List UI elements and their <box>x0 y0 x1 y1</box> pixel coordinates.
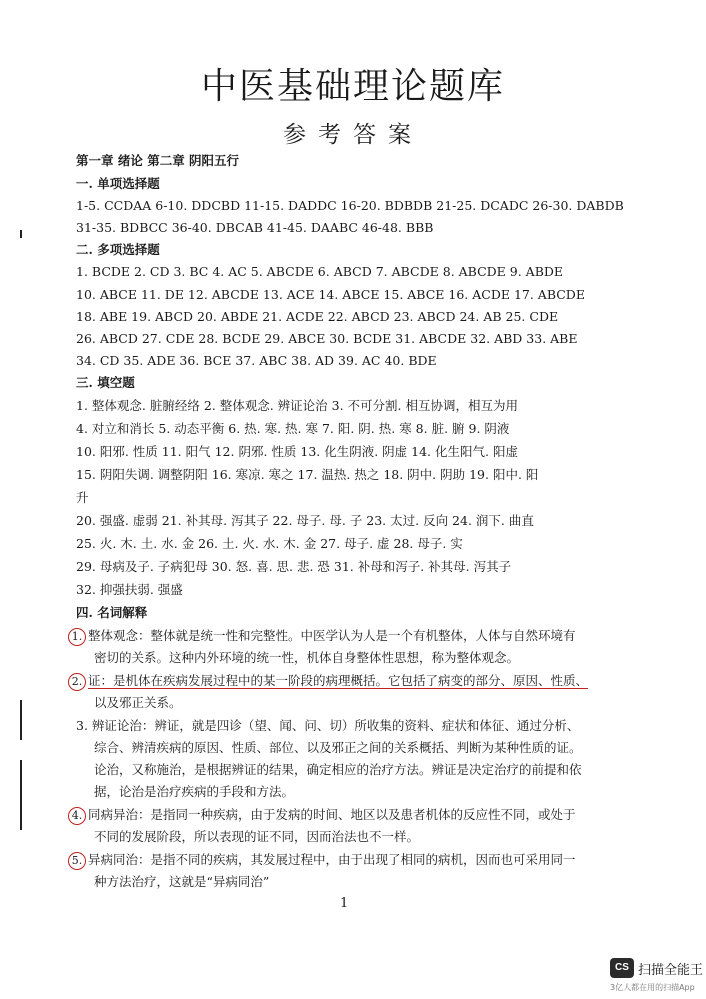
circled-number: 4. <box>68 807 86 825</box>
camscanner-icon: CS <box>610 958 634 978</box>
answer-line: 1-5. CCDAA 6-10. DDCBD 11-15. DADDC 16-20. BDBDB 21-25. DCADC 26-30. DABDB <box>76 198 624 213</box>
answer-line: 15. 阴阳失调. 调整阴阳 16. 寒凉. 寒之 17. 温热. 热之 18. 阴中. 阴助 19. 阳中. 阳 <box>76 467 539 482</box>
term-line: 论治，又称施治，是根据辨证的结果，确定相应的治疗方法。辨证是决定治疗的前提和依 <box>94 762 582 777</box>
answer-line: 31-35. BDBCC 36-40. DBCAB 41-45. DAABC 46-48. BBB <box>76 220 434 235</box>
answer-line: 20. 强盛. 虚弱 21. 补其母. 泻其子 22. 母子. 母. 子 23. 太过. 反向 24. 润下. 曲直 <box>76 513 534 528</box>
watermark-tagline: 3亿人都在用的扫描App <box>610 983 695 992</box>
answer-line: 26. ABCD 27. CDE 28. BCDE 29. ABCE 30. BCDE 31. ABCDE 32. ABD 33. ABE <box>76 331 578 346</box>
page-number: 1 <box>340 896 349 911</box>
answer-line: 34. CD 35. ADE 36. BCE 37. ABC 38. AD 39. AC 40. BDE <box>76 353 437 368</box>
circled-number: 2. <box>68 673 86 691</box>
section-heading-terms: 四. 名词解释 <box>76 605 148 620</box>
page-subtitle: 参考答案 <box>283 122 423 148</box>
term-line <box>71 806 636 825</box>
term-line: 不同的发展阶段，所以表现的证不同，因而治法也不一样。 <box>94 829 420 844</box>
circled-number: 1. <box>68 628 86 646</box>
term-line: 以及邪正关系。 <box>94 695 182 710</box>
scan-edge-mark <box>20 760 22 830</box>
chapter-heading: 第一章 绪论 第二章 阴阳五行 <box>76 153 240 168</box>
term-number: 3. <box>76 718 88 733</box>
page-title: 中医基础理论题库 <box>200 66 505 107</box>
term-line <box>71 672 636 691</box>
answer-line: 29. 母病及子. 子病犯母 30. 怒. 喜. 思. 悲. 恐 31. 补母和泻子. 补其母. 泻其子 <box>76 559 512 574</box>
answer-line: 10. 阳邪. 性质 11. 阳气 12. 阴邪. 性质 13. 化生阴液. 阴虚 14. 化生阳气. 阳虚 <box>76 444 518 459</box>
term-line: 据，论治是治疗疾病的手段和方法。 <box>94 784 295 799</box>
answer-line: 1. 整体观念. 脏腑经络 2. 整体观念. 辨证论治 3. 不可分割. 相互协调，相互为用 <box>76 398 518 413</box>
answer-line: 升 <box>76 490 89 505</box>
term-line: 密切的关系。这种内外环境的统一性，机体自身整体性思想，称为整体观念。 <box>94 650 520 665</box>
answer-line: 18. ABE 19. ABCD 20. ABDE 21. ACDE 22. ABCD 23. ABCD 24. AB 25. CDE <box>76 309 559 324</box>
answer-line: 32. 抑强扶弱. 强盛 <box>76 582 183 597</box>
circled-number: 5. <box>68 852 86 870</box>
answer-line: 25. 火. 木. 土. 水. 金 26. 土. 火. 水. 木. 金 27. 母子. 虚 28. 母子. 实 <box>76 536 463 551</box>
term-line <box>71 851 636 870</box>
answer-line: 4. 对立和消长 5. 动态平衡 6. 热. 寒. 热. 寒 7. 阳. 阴. 热. 寒 8. 脏. 腑 9. 阴液 <box>76 421 510 436</box>
section-heading-fill: 三. 填空题 <box>76 375 135 390</box>
term-line <box>71 627 636 646</box>
term-text: 辨证论治：辨证，就是四诊（望、闻、问、切）所收集的资料、症状和体征、通过分析、 <box>91 718 580 733</box>
term-line: 综合、辨清疾病的原因、性质、部位、以及邪正之间的关系概括、判断为某种性质的证。 <box>94 740 582 755</box>
answer-line: 10. ABCE 11. DE 12. ABCDE 13. ACE 14. ABCE 15. ABCE 16. ACDE 17. ABCDE <box>76 287 585 302</box>
term-line: 种方法治疗，这就是“异病同治” <box>94 874 270 889</box>
answer-line: 1. BCDE 2. CD 3. BC 4. AC 5. ABCDE 6. ABCD 7. ABCDE 8. ABCDE 9. ABDE <box>76 264 564 279</box>
term-line <box>76 717 636 735</box>
term-text: 同病异治：是指同一种疾病，由于发病的时间、地区以及患者机体的反应性不同，或处于 <box>88 807 576 822</box>
scan-edge-mark <box>20 700 22 740</box>
scan-edge-mark <box>20 230 22 238</box>
watermark-name: 扫描全能王 <box>638 963 704 978</box>
section-heading-single: 一. 单项选择题 <box>76 176 160 191</box>
term-text: 整体观念：整体就是统一性和完整性。中医学认为人是一个有机整体，人体与自然环境有 <box>88 628 576 643</box>
term-text: 异病同治：是指不同的疾病，其发展过程中，由于出现了相同的病机，因而也可采用同一 <box>88 852 576 867</box>
section-heading-multi: 二. 多项选择题 <box>76 242 160 257</box>
term-text: 证：是机体在疾病发展过程中的某一阶段的病理概括。它包括了病变的部分、原因、性质、 <box>88 673 589 688</box>
